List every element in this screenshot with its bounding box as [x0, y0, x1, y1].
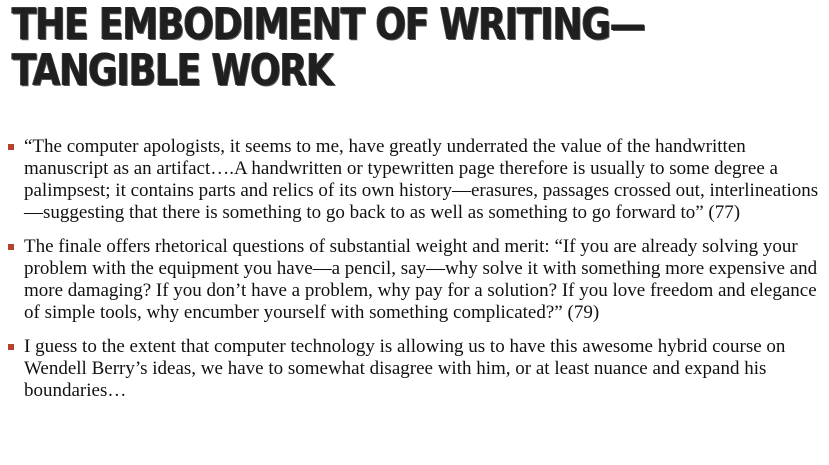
slide-title-line-1: THE EMBODIMENT OF WRITING— — [12, 0, 645, 50]
square-bullet-icon — [8, 344, 14, 350]
bullet-text-2: The finale offers rhetorical questions of substantial weight and merit: “If you are already solving your problem with the equipment you have—a pencil, say—why solve it with something more expensive and more damaging? If you don’t have a problem, why pay for a solution? If you love freedom and elegance of simple tools, why encumber yourself with something complicated?” (79) — [24, 236, 818, 323]
slide-title — [12, 2, 645, 94]
bullet-item-2 — [8, 236, 823, 324]
bullet-text-1: “The computer apologists, it seems to me, have greatly underrated the value of the handwritten manuscript as an artifact….A handwritten or typewritten page therefore is usually to some degree a palimpsest; it contains parts and relics of its own history—erasures, passages crossed out, interlineations—suggesting that there is something to go back to as well as something to go forward to” (77) — [24, 136, 819, 223]
bullet-item-3 — [8, 336, 823, 402]
square-bullet-icon — [8, 244, 14, 250]
bullet-item-1 — [8, 136, 823, 224]
bullet-text-3: I guess to the extent that computer technology is allowing us to have this awesome hybrid course on Wendell Berry’s ideas, we have to somewhat disagree with him, or at least nuance and expand his boundaries… — [24, 336, 786, 401]
square-bullet-icon — [8, 144, 14, 150]
bullet-list — [8, 136, 823, 414]
slide-title-line-2: TANGIBLE WORK — [12, 45, 333, 96]
